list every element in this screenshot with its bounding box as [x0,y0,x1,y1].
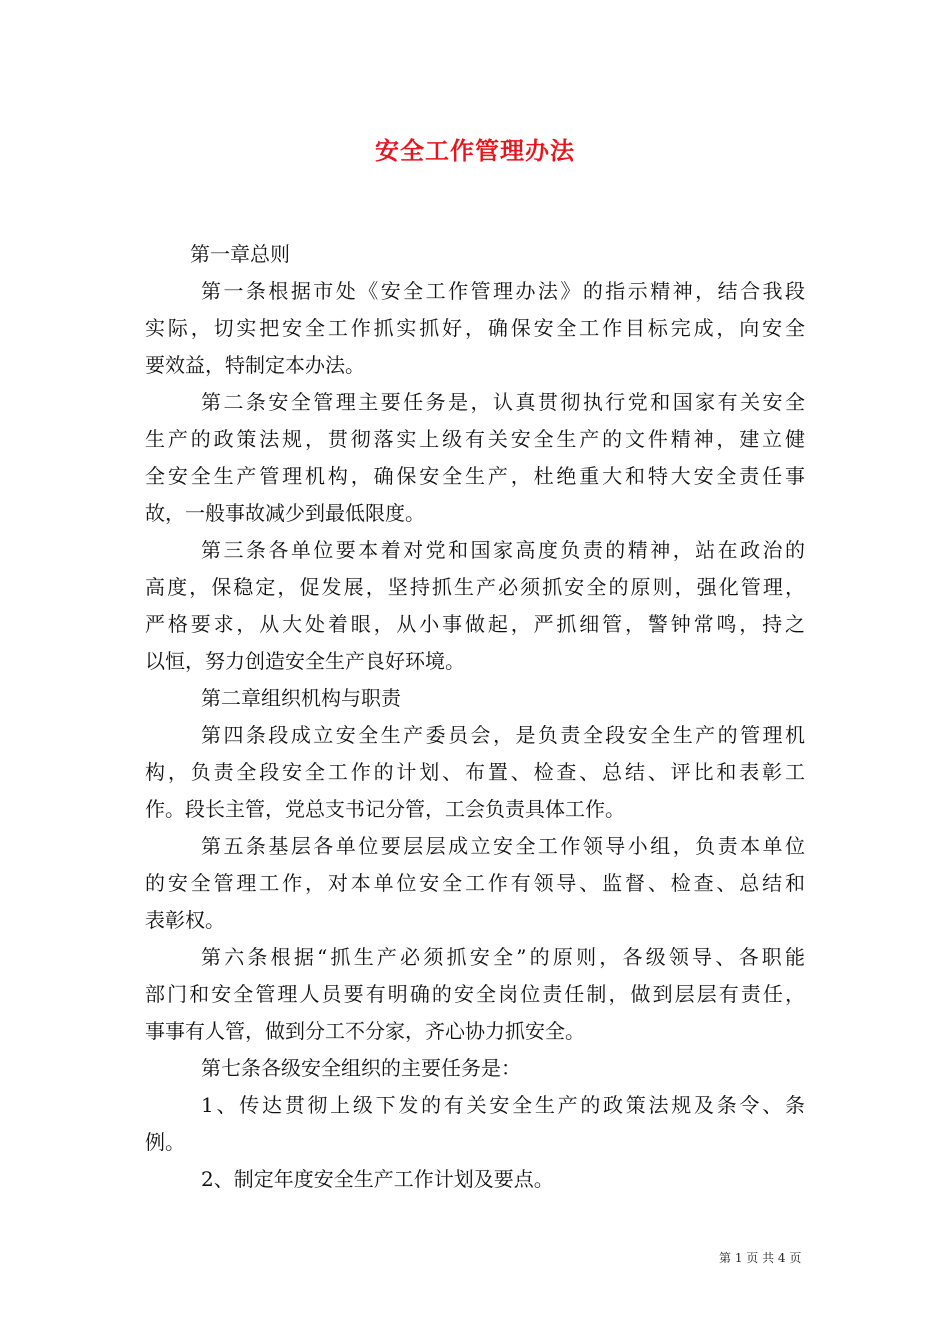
document-body [145,236,805,1198]
chapter-heading: 第一章总则 [190,242,290,266]
text-line: 例。 [145,1130,185,1154]
text-line: 生产的政策法规，贯彻落实上级有关安全生产的文件精神，建立健 [145,427,805,451]
text-line: 2、制定年度安全生产工作计划及要点。 [201,1167,554,1191]
chapter-heading: 第二章组织机构与职责 [201,686,401,710]
text-line: 的安全管理工作，对本单位安全工作有领导、监督、检查、总结和 [145,871,805,895]
text-line: 高度，保稳定，促发展，坚持抓生产必须抓安全的原则，强化管理， [145,575,805,599]
text-line: 第一条根据市处《安全工作管理办法》的指示精神，结合我段 [201,279,805,303]
text-line: 1、传达贯彻上级下发的有关安全生产的政策法规及条令、条 [201,1093,805,1117]
text-line: 实际，切实把安全工作抓实抓好，确保安全工作目标完成，向安全 [145,316,805,340]
text-line: 部门和安全管理人员要有明确的安全岗位责任制，做到层层有责任， [145,982,805,1006]
text-line: 事事有人管，做到分工不分家，齐心协力抓安全。 [145,1019,585,1043]
text-line: 第五条基层各单位要层层成立安全工作领导小组，负责本单位 [201,834,805,858]
text-line: 第七条各级安全组织的主要任务是： [201,1056,521,1080]
text-line: 作。段长主管，党总支书记分管，工会负责具体工作。 [145,797,625,821]
page-number: 第 1 页 共 4 页 [719,1251,802,1265]
text-line: 构，负责全段安全工作的计划、布置、检查、总结、评比和表彰工 [145,760,805,784]
text-line: 故，一般事故减少到最低限度。 [145,501,425,525]
text-line: 严格要求，从大处着眼，从小事做起，严抓细管，警钟常鸣，持之 [145,612,805,636]
text-line: 第三条各单位要本着对党和国家高度负责的精神，站在政治的 [201,538,805,562]
text-line: 第四条段成立安全生产委员会，是负责全段安全生产的管理机 [201,723,805,747]
text-line: 全安全生产管理机构，确保安全生产，杜绝重大和特大安全责任事 [145,464,805,488]
text-line: 第二条安全管理主要任务是，认真贯彻执行党和国家有关安全 [201,390,805,414]
document-title: 安全工作管理办法 [375,137,575,165]
text-line: 表彰权。 [145,908,225,932]
text-line: 要效益，特制定本办法。 [145,353,365,377]
text-line: 第六条根据“抓生产必须抓安全”的原则，各级领导、各职能 [201,945,805,969]
text-line: 以恒，努力创造安全生产良好环境。 [145,649,465,673]
